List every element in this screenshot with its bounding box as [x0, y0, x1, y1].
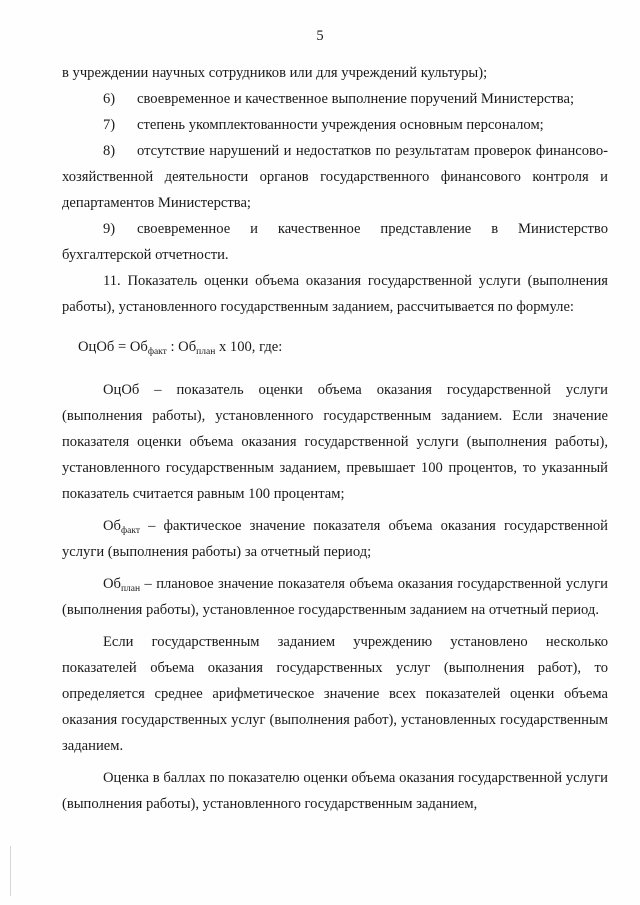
list-number: 9) — [103, 221, 116, 237]
paragraph-11: 11. Показатель оценки объема оказания государственной услуги (выполнения работы), установленного государственным заданием, рассчитывается по формуле: — [62, 273, 608, 315]
definition-plan: $Об_{план}$ – плановое значение показателя объема оказания государственной услуги (выполнения работы), установленное государственным заданием на отчетный период. — [62, 576, 608, 618]
paragraph-score: Оценка в баллах по показателю оценки объема оказания государственной услуги (выполнения работы), установленного государственным заданием, — [62, 770, 608, 812]
formula: ОцОб = $Об_{факт}$ : $Об_{план}$ x 100, где: — [78, 339, 283, 357]
list-item-8 — [62, 138, 608, 216]
list-item-7 — [62, 112, 608, 138]
paragraph-continuation: в учреждении научных сотрудников или для учреждений культуры); — [62, 65, 488, 81]
list-number: 8) — [103, 143, 116, 159]
scan-edge-mark — [10, 846, 11, 896]
definition-fact: $Об_{факт}$ – фактическое значение показателя объема оказания государственной услуги (выполнения работы) за отчетный период; — [62, 518, 608, 560]
list-item-6 — [62, 86, 608, 112]
paragraph-average: Если государственным заданием учреждению установлено несколько показателей объема оказания государственных услуг (выполнения работ), то определяется среднее арифметическое значение всех показателей оценки объема оказания государственных услуг (выполнения работ), установленных государственным заданием. — [62, 634, 608, 754]
definition-ocob: ОцОб – показатель оценки объема оказания государственной услуги (выполнения работы), установленного государственным заданием. Если значение показателя оценки объема оказания государственной услуги (выполнения работы), установленного государственным заданием, превышает 100 процентов, то указанный показатель считается равным 100 процентам; — [62, 382, 608, 502]
list-number: 6) — [103, 91, 116, 107]
list-item-text: отсутствие нарушений и недостатков по результатам проверок финансово-хозяйственной деятельности органов государственного финансового контроля и департаментов Министерства; — [62, 143, 608, 211]
list-number: 7) — [103, 117, 116, 133]
list-item-text: степень укомплектованности учреждения основным персоналом; — [137, 117, 544, 133]
list-item-text: своевременное и качественное выполнение поручений Министерства; — [137, 91, 575, 107]
list-item-text: своевременное и качественное представление в Министерство бухгалтерской отчетности. — [62, 221, 608, 263]
page-number: 5 — [316, 28, 324, 44]
list-item-9 — [62, 216, 608, 268]
document-body — [62, 60, 608, 817]
